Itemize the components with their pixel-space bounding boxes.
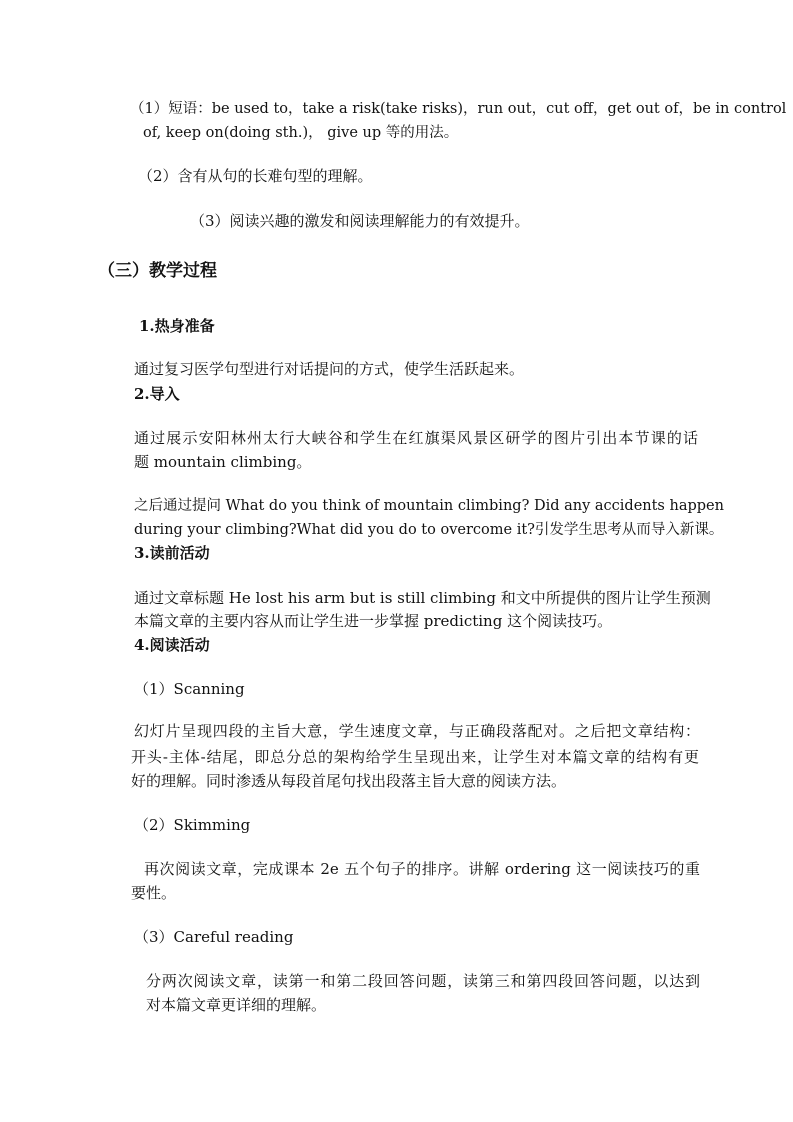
step-2-para-1-line-2: 题 mountain climbing。 — [134, 453, 312, 471]
step-1-title: 1.热身准备 — [139, 317, 215, 335]
careful-reading-label: （3）Careful reading — [134, 928, 294, 946]
section-title: （三）教学过程 — [98, 261, 217, 281]
skimming-line-2: 要性。 — [131, 884, 177, 902]
point-3: （3）阅读兴趣的激发和阅读理解能力的有效提升。 — [190, 212, 530, 230]
point-1-line-2: of, keep on(doing sth.)， give up 等的用法。 — [143, 125, 459, 141]
careful-reading-line-1: 分两次阅读文章，读第一和第二段回答问题，读第三和第四段回答问题，以达到 — [146, 972, 700, 990]
skimming-label: （2）Skimming — [134, 816, 251, 834]
step-4-title: 4.阅读活动 — [134, 636, 210, 654]
point-2: （2）含有从句的长难句型的理解。 — [138, 167, 373, 185]
point-1-line-1: （1）短语：be used to，take a risk(take risks)，run out，cut off，get out of，be in control — [130, 101, 787, 117]
careful-reading-line-2: 对本篇文章更详细的理解。 — [146, 996, 327, 1014]
step-2-para-1-line-1: 通过展示安阳林州太行大峡谷和学生在红旗渠风景区研学的图片引出本节课的话 — [134, 429, 698, 447]
skimming-line-1: 再次阅读文章，完成课本 2e 五个句子的排序。讲解 ordering 这一阅读技巧的重 — [144, 860, 700, 878]
step-2-para-2-line-2: during your climbing?What did you do to overcome it?引发学生思考从而导入新课。 — [134, 522, 724, 538]
scanning-line-2: 开头-主体-结尾，即总分总的架构给学生呈现出来，让学生对本篇文章的结构有更 — [131, 748, 699, 766]
scanning-line-1: 幻灯片呈现四段的主旨大意，学生速度文章，与正确段落配对。之后把文章结构： — [134, 722, 700, 740]
step-3-title: 3.读前活动 — [134, 544, 210, 562]
step-2-para-2-line-1: 之后通过提问 What do you think of mountain climbing? Did any accidents happen — [134, 498, 724, 514]
step-3-line-1: 通过文章标题 He lost his arm but is still climbing 和文中所提供的图片让学生预测 — [134, 589, 711, 607]
scanning-label: （1）Scanning — [134, 680, 245, 698]
scanning-line-3: 好的理解。同时渗透从每段首尾句找出段落主旨大意的阅读方法。 — [131, 772, 567, 790]
step-3-line-2: 本篇文章的主要内容从而让学生进一步掌握 predicting 这个阅读技巧。 — [134, 612, 613, 630]
step-1-text: 通过复习医学句型进行对话提问的方式，使学生活跃起来。 — [134, 360, 525, 378]
step-2-title: 2.导入 — [134, 385, 180, 403]
